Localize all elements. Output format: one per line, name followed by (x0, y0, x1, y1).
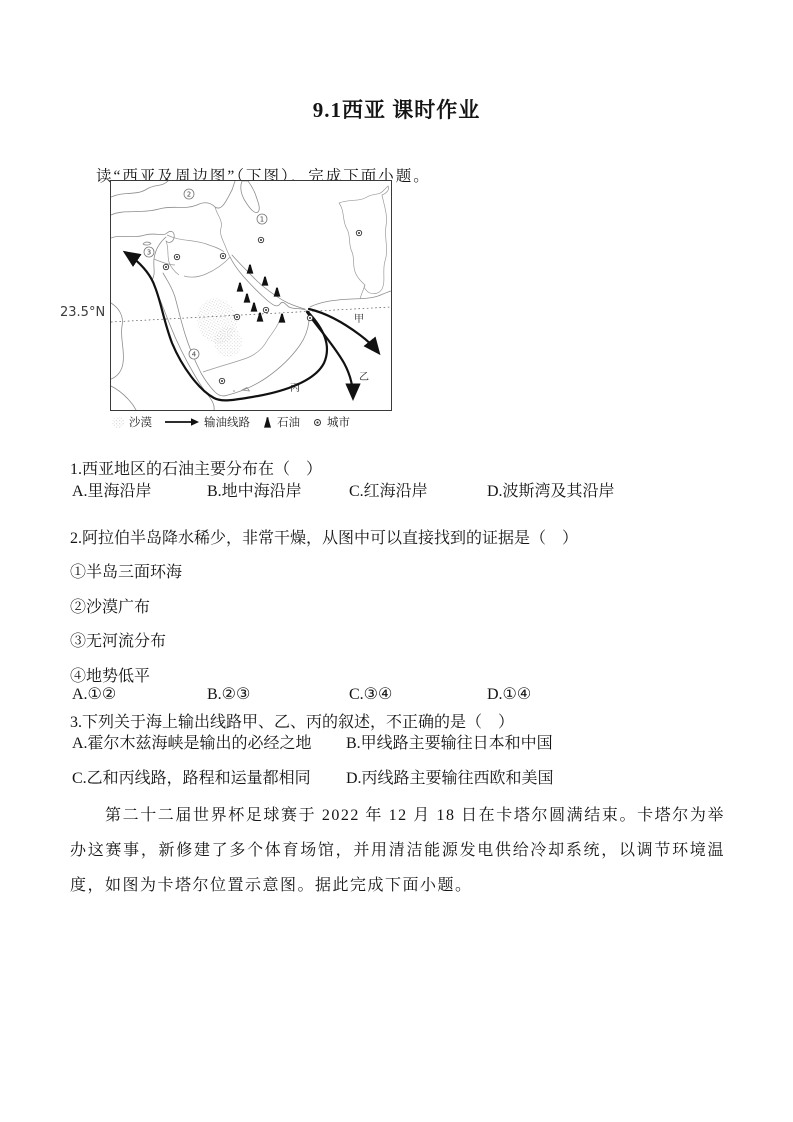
q2-option-d: D.①④ (487, 686, 532, 703)
q3-option-c: C.乙和丙线路，路程和运量都相同 (72, 770, 311, 787)
city-dot-icon (312, 417, 323, 428)
q3-option-a: A.霍尔木兹海峡是输出的必经之地 (72, 735, 312, 752)
q2-option-a: A.①② (72, 686, 117, 703)
svg-text:1: 1 (259, 215, 265, 224)
q2-item-2: ②沙漠广布 (70, 599, 151, 616)
qatar-passage: 第二十二届世界杯足球赛于 2022 年 12 月 18 日在卡塔尔圆满结束。卡塔尔为举办这赛事，新修建了多个体育场馆，并用清洁能源发电供给冷却系统，以调节环境温度，如图为卡塔尔位置示意图。据此完成下面小题。 (70, 807, 725, 894)
q2-option-c: C.③④ (349, 686, 393, 703)
q1-option-c: C.红海沿岸 (349, 483, 428, 500)
route-jia-east (309, 309, 378, 352)
desert-area (192, 294, 242, 357)
latitude-label: 23.5°N (60, 305, 106, 320)
q1-option-d: D.波斯湾及其沿岸 (487, 483, 615, 500)
legend-item-pipeline: 输油线路 (164, 414, 250, 430)
question-3-options-row1 (70, 730, 725, 752)
q1-option-b: B.地中海沿岸 (207, 483, 302, 500)
svg-text:2: 2 (186, 190, 192, 199)
question-1-options (70, 478, 725, 500)
map-legend (112, 414, 356, 430)
svg-text:3: 3 (146, 248, 152, 257)
q3-option-b: B.甲线路主要输往日本和中国 (346, 735, 553, 752)
marker-mediterranean-sea (144, 247, 154, 257)
marker-caspian-sea (257, 214, 267, 224)
route-label-yi: 乙 (359, 372, 369, 383)
intro-text: 读“西亚及周边图”（下图），完成下面小题。 (96, 167, 431, 185)
legend-item-city: 城市 (312, 414, 350, 430)
q2-option-b: B.②③ (207, 686, 251, 703)
legend-item-desert: 沙漠 (112, 414, 152, 430)
q3-option-d: D.丙线路主要输往西欧和美国 (346, 770, 554, 787)
q2-item-1: ①半岛三面环海 (70, 564, 183, 581)
page-title: 9.1西亚 课时作业 (312, 98, 481, 122)
question-3-options-row2 (70, 765, 725, 787)
tropic-of-cancer-line (111, 307, 391, 322)
q2-item-4: ④地势低平 (70, 668, 151, 685)
route-label-jia: 甲 (354, 314, 364, 325)
legend-item-oil: 石油 (262, 414, 300, 430)
country-borders (154, 186, 389, 372)
marker-red-sea (189, 349, 199, 359)
city-markers (163, 230, 361, 383)
question-1: 1.西亚地区的石油主要分布在（ ） (70, 461, 323, 478)
route-label-bing: 丙 (290, 383, 300, 394)
question-3: 3.下列关于海上输出线路甲、乙、丙的叙述，不正确的是（ ） (70, 714, 515, 731)
oil-derrick-icon (262, 416, 273, 428)
q2-item-3: ③无河流分布 (70, 633, 167, 650)
oil-field-markers (237, 265, 286, 323)
marker-black-sea (184, 189, 194, 199)
pipeline-arrow-icon (164, 417, 200, 427)
svg-text:4: 4 (191, 350, 197, 359)
question-2-options (70, 684, 725, 706)
question-2: 2.阿拉伯半岛降水稀少，非常干燥，从图中可以直接找到的证据是（ ） (70, 530, 579, 547)
west-asia-map (110, 180, 392, 411)
q1-option-a: A.里海沿岸 (72, 483, 152, 500)
desert-swatch-icon (112, 416, 125, 429)
west-asia-map-figure (60, 180, 392, 411)
